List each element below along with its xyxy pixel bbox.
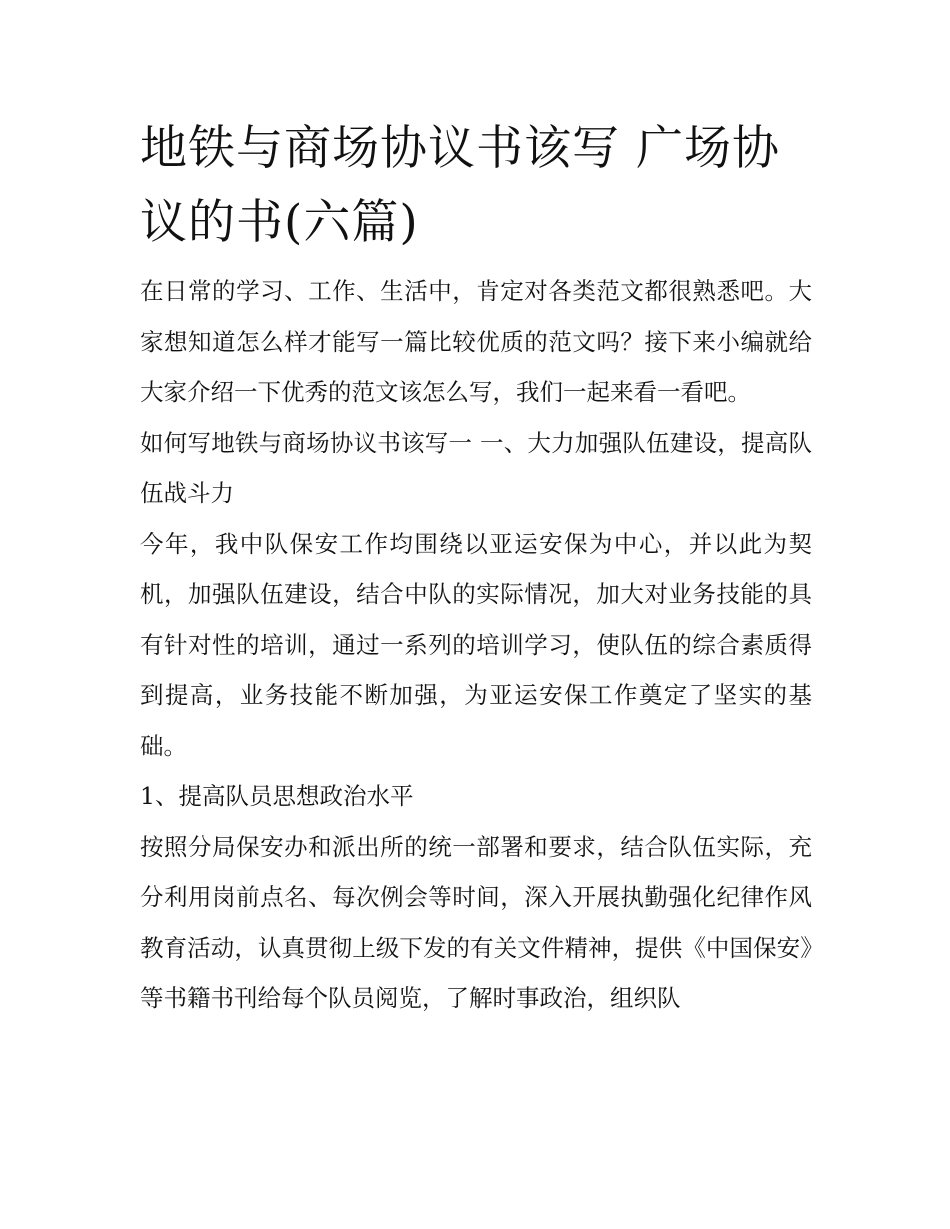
paragraph-political-training: 按照分局保安办和派出所的统一部署和要求，结合队伍实际，充分利用岗前点名、每次例会等时间，深入开展执勤强化纪律作风教育活动，认真贯彻上级下发的有关文件精神，提供《中国保安》等书籍书刊给每个队员阅览，了解时事政治，组织队 (140, 832, 812, 1012)
paragraph-intro: 在日常的学习、工作、生活中，肯定对各类范文都很熟悉吧。大家想知道怎么样才能写一篇比较优质的范文吗？接下来小编就给大家介绍一下优秀的范文该怎么写，我们一起来看一看吧。 (140, 277, 812, 406)
paragraph-section-heading: 如何写地铁与商场协议书该写一 一、大力加强队伍建设，提高队伍战斗力 (140, 428, 812, 507)
paragraph-team-building: 今年，我中队保安工作均围绕以亚运安保为中心，并以此为契机，加强队伍建设，结合中队的实际情况，加大对业务技能的具有针对性的培训，通过一系列的培训学习，使队伍的综合素质得到提高，业务技能不断加强，为亚运安保工作奠定了坚实的基础。 (140, 529, 812, 760)
document-title: 地铁与商场协议书该写 广场协议的书(六篇) (140, 121, 780, 250)
document-body (140, 112, 812, 1024)
paragraph-subheading: 1、提高队员思想政治水平 (140, 782, 414, 810)
